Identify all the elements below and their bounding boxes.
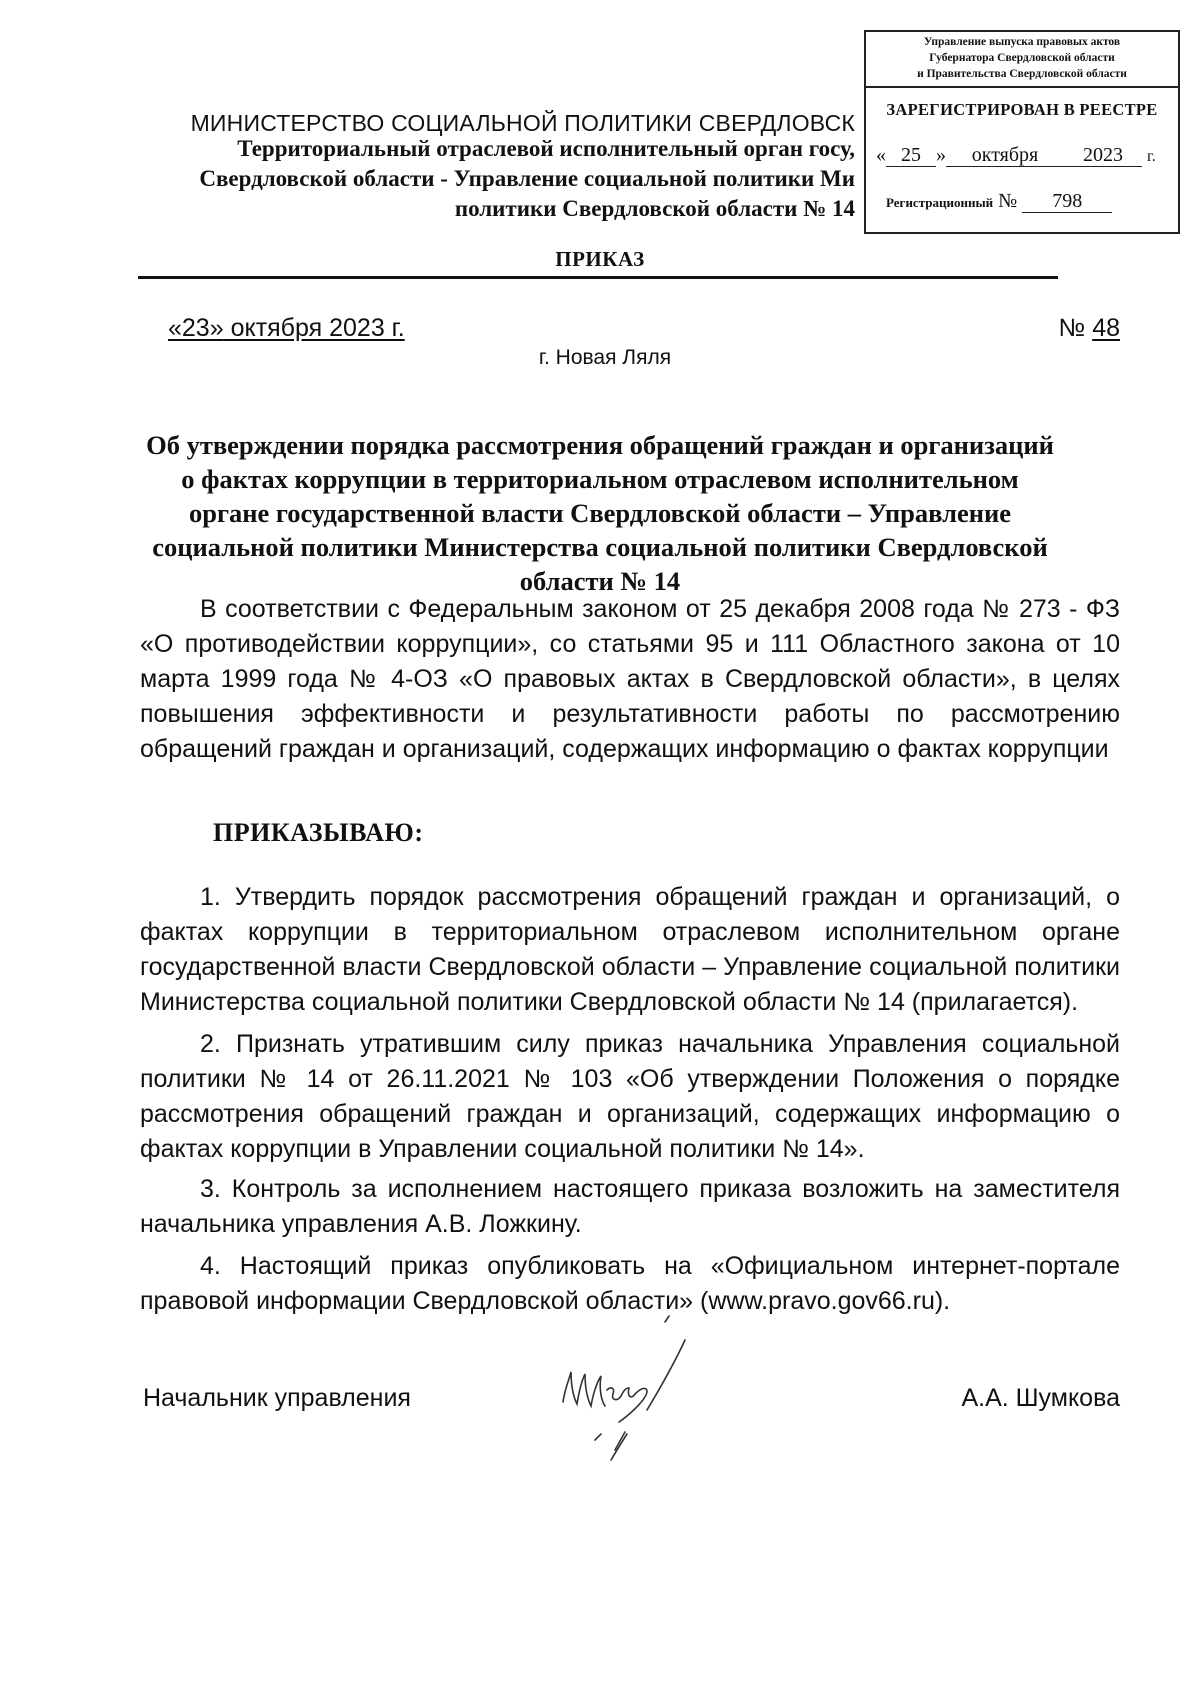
document-date [168,314,405,343]
stamp-reg-label: Регистрационный [886,195,994,210]
document-number-value: 48 [1092,314,1120,342]
header-organ-line2: Свердловской области - Управление социальной политики Ми [199,166,855,191]
registration-stamp [864,30,1180,234]
document-date-rest: октября 2023 г. [223,314,405,342]
stamp-reg-value: 798 [1022,190,1112,213]
stamp-year: 2023 [1064,144,1142,167]
stamp-registered-label: ЗАРЕГИСТРИРОВАН В РЕЕСТРЕ [886,100,1158,119]
header-ministry: МИНИСТЕРСТВО СОЦИАЛЬНОЙ ПОЛИТИКИ СВЕРДЛОВСК [190,110,855,136]
signatory-name: А.А. Шумкова [961,1384,1120,1412]
stamp-day: 25 [886,144,936,167]
document-number-sign: № [1058,314,1093,342]
handwritten-signature [555,1310,695,1470]
order-item-2: 2. Признать утратившим силу приказ начальника Управления социальной политики № 14 от 26.11.2021 № 103 «Об утверждении Положения о порядке рассмотрения обращений граждан и организаций, содержащих информацию о фактах коррупции в Управлении социальной политики № 14». [140,1030,1120,1163]
stamp-header-line: Губернатора Свердловской области [929,52,1115,64]
document-number [1040,314,1120,343]
stamp-quote-open: « [876,144,886,166]
stamp-header-line: и Правительства Свердловской области [917,68,1127,80]
stamp-quote-close: » [936,144,946,166]
document-subject: Об утверждении порядка рассмотрения обращений граждан и организаций о фактах коррупции в территориальном отраслевом исполнительном органе государственной власти Свердловской области – Управление социальной политики Министерства социальной политики Свердловской области № 14 [146,430,1054,596]
header-organ-line3: политики Свердловской области № 14 [454,196,855,221]
stamp-header [866,32,1178,88]
stamp-year-suffix: г. [1147,148,1156,165]
document-date-day: «23» [168,314,224,342]
order-word: ПРИКАЗЫВАЮ: [213,818,424,847]
header-divider [138,276,1058,279]
order-item-4: 4. Настоящий приказ опубликовать на «Официальном интернет-портале правовой информации Свердловской области» (www.pravo.gov66.ru). [140,1252,1120,1315]
header-organ-line1: Территориальный отраслевой исполнительный орган госу, [237,136,855,161]
stamp-header-line: Управление выпуска правовых актов [923,36,1121,48]
document-city: г. Новая Ляля [538,346,672,369]
stamp-reg-number [886,190,1176,213]
document-type: ПРИКАЗ [555,247,645,271]
order-item-1: 1. Утвердить порядок рассмотрения обращений граждан и организаций, о фактах коррупции в территориальном отраслевом исполнительном органе государственной власти Свердловской области – Управление социальной политики Министерства социальной политики Свердловской области № 14 (прилагается). [140,883,1120,1016]
stamp-date [876,144,1176,167]
stamp-month: октября [946,144,1064,167]
order-item-3: 3. Контроль за исполнением настоящего приказа возложить на заместителя начальника управления А.В. Ложкину. [140,1175,1120,1238]
document-preamble: В соответствии с Федеральным законом от 25 декабря 2008 года № 273 - ФЗ «О противодействии коррупции», со статьями 95 и 111 Областного закона от 10 марта 1999 года № 4-ОЗ «О правовых актах в Свердловской области», в целях повышения эффективности и результативности работы по рассмотрению обращений граждан и организаций, содержащих информацию о фактах коррупции [140,595,1120,763]
signatory-position: Начальник управления [143,1384,411,1412]
stamp-reg-sign: № [998,190,1018,212]
